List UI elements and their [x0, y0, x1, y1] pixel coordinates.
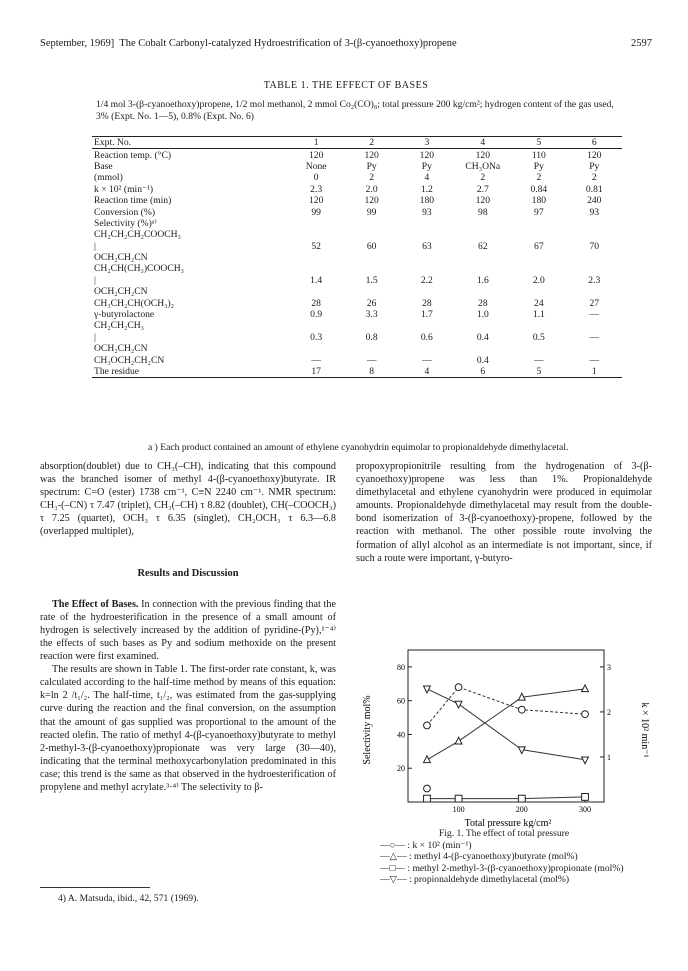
- table-cell: 0.5: [532, 331, 545, 343]
- figure-title: Fig. 1. The effect of total pressure: [438, 828, 570, 839]
- x-axis-label: Total pressure kg/cm²: [464, 818, 552, 828]
- table-row: [92, 149, 622, 161]
- table-cell: 120: [567, 149, 622, 161]
- table-cell: 52: [311, 240, 321, 252]
- table-cell: 120: [399, 149, 454, 161]
- left-column: [40, 460, 336, 794]
- left-paragraph-2-text: In connection with the previous finding that the rate of the hydroesterification in the presence of a small amount of hydrogen is selectively increased by the addition of pyridine-(Py),¹⁻⁴⁾ the effects of such bases as Py and sodium methoxide on the present reaction were first examined.: [40, 598, 336, 663]
- table-cell: 3.3: [365, 309, 378, 321]
- table-cell: 27: [589, 297, 600, 309]
- table-row: [92, 161, 622, 172]
- legend-text: : k × 10² (min⁻¹): [407, 839, 472, 851]
- table-cell: 28: [422, 297, 432, 309]
- table-cell: 120: [364, 195, 379, 207]
- table-cell: [511, 229, 566, 240]
- table-cell: 2: [369, 172, 375, 184]
- table-row: [92, 366, 622, 378]
- table-cell: [344, 229, 399, 240]
- legend-text: : methyl 2-methyl-3-(β-cyanoethoxy)propionate (mol%): [407, 862, 624, 874]
- table-row-label: k × 10² (min⁻¹): [94, 183, 154, 195]
- table-cell: —: [534, 354, 544, 366]
- table-row: [92, 343, 622, 354]
- table-row: [92, 332, 622, 343]
- table-cell: 1.5: [365, 274, 378, 286]
- left-paragraph-1: absorption(doublet) due to CH₃(–CH), indicating that this compound was the branched isomer of methyl 4-(β-cyanoethoxy)butyrate. IR spectrum: C=O (ester) 1738 cm⁻¹, C≡N 2240 cm⁻¹. NMR spectrum: CH₃-(–CN) τ 7.47 (triplet), CH₃(–CH) τ 8.82 (doublet), CH(–COOCH₃) τ 7.25 (quartet), OCH₃ τ 6.35 (singlet), CH₂OCH₃ τ 6.3—6.8 (overlapped multiplet),: [40, 461, 336, 538]
- table-row: [92, 309, 622, 320]
- table-row: [92, 184, 622, 195]
- table-row: [92, 286, 622, 297]
- table-cell: 2: [480, 172, 486, 184]
- table-cell: —: [589, 354, 600, 366]
- figure-legend: [356, 840, 652, 886]
- table-cell: [399, 320, 454, 331]
- table-cell: 5: [536, 137, 542, 149]
- table-cell: [399, 286, 454, 297]
- header-title: The Cobalt Carbonyl-catalyzed Hydroestrification of 3-(β-cyanoethoxy)propene: [119, 38, 457, 49]
- data-point-circle: [424, 785, 431, 792]
- table-cell: [511, 286, 566, 297]
- table-cell: [454, 252, 511, 263]
- table-cell: [344, 263, 399, 274]
- table-cell: [288, 343, 344, 354]
- table-cell: [288, 229, 344, 240]
- table-cell: 6: [480, 366, 486, 377]
- table-row-label: OCH₂CH₂CN: [94, 286, 148, 298]
- table-cell: [344, 343, 399, 354]
- plot-frame: [408, 650, 604, 802]
- table-cell: Py: [421, 160, 432, 172]
- table-cell: 0: [313, 172, 319, 184]
- table-cell: 2.0: [365, 183, 378, 195]
- running-header: [40, 38, 652, 49]
- table-cell: [567, 286, 622, 297]
- table-cell: CH₃ONa: [465, 160, 501, 172]
- table-cell: —: [311, 354, 321, 366]
- section-heading: Results and Discussion: [137, 567, 239, 579]
- table-footnote: a ) Each product contained an amount of ethylene cyanohydrin equimolar to propionaldehyde dimethylacetal.: [148, 442, 569, 453]
- table-cell: [454, 263, 511, 274]
- table-cell: 1.7: [420, 309, 433, 321]
- table-cell: 1.2: [420, 183, 433, 195]
- table-row: [92, 137, 622, 149]
- table-caption: TABLE 1. THE EFFECT OF BASES: [263, 80, 429, 91]
- table-cell: [288, 320, 344, 331]
- table-cell: 1: [313, 137, 319, 149]
- page-number: 2597: [631, 38, 652, 49]
- table-cell: [344, 218, 399, 229]
- data-point-circle: [582, 711, 589, 718]
- table-cell: —: [589, 331, 600, 343]
- table-cell: 26: [366, 297, 377, 309]
- table-cell: 93: [589, 206, 600, 218]
- table-cell: 2: [536, 172, 542, 184]
- table-row: [92, 206, 622, 217]
- table-row: [92, 320, 622, 331]
- table-cell: 2.3: [588, 274, 601, 286]
- series-line: [427, 797, 585, 799]
- reference-rule: [40, 887, 150, 888]
- table-cell: 28: [311, 297, 321, 309]
- table-cell: Py: [589, 160, 600, 172]
- table-cell: None: [305, 160, 327, 172]
- table-cell: [567, 343, 622, 354]
- table-cell: [511, 263, 566, 274]
- table-cell: 0.4: [476, 354, 489, 366]
- table-cell: 120: [288, 149, 344, 161]
- legend-marker-icon: —○—: [380, 839, 408, 851]
- table-cell: [454, 286, 511, 297]
- data-point-square: [424, 795, 431, 802]
- table-cell: 0.6: [420, 331, 433, 343]
- subsection-heading: The Effect of Bases.: [52, 598, 139, 610]
- y2-axis-label: k × 10² min⁻¹: [639, 702, 650, 758]
- table-row-label: γ-butyrolactone: [94, 309, 155, 321]
- table-cell: 99: [311, 206, 321, 218]
- table-row: [92, 172, 622, 183]
- table-cell: 98: [478, 206, 488, 218]
- table-cell: 93: [422, 206, 432, 218]
- x-tick-label: 100: [452, 805, 465, 814]
- x-tick-label: 300: [579, 805, 592, 814]
- table-row-label: Reaction temp. (°C): [92, 149, 288, 161]
- table-cell: 2.2: [420, 274, 433, 286]
- right-column: [356, 460, 652, 565]
- table-cell: —: [366, 354, 377, 366]
- table-cell: 99: [366, 206, 377, 218]
- series-line: [427, 689, 585, 760]
- table-row-label: OCH₂CH₂CN: [94, 343, 148, 355]
- data-point-square: [582, 794, 589, 801]
- table-note: 1/4 mol 3-(β-cyanoethoxy)propene, 1/2 mol methanol, 2 mmol Co₂(CO)₈; total pressure 200 kg/cm²; hydrogen content of the gas used, 3% (Expt. No. 1—5), 0.8% (Expt. No. 6): [96, 99, 614, 122]
- table-cell: 0.3: [310, 331, 323, 343]
- table-cell: 180: [419, 195, 435, 207]
- table-cell: 3: [424, 137, 430, 149]
- table-cell: [399, 343, 454, 354]
- y2-tick-label: 3: [607, 662, 611, 672]
- table-cell: 6: [591, 137, 597, 149]
- legend-text: : methyl 4-(β-cyanoethoxy)butyrate (mol%): [408, 851, 578, 863]
- table-cell: [288, 286, 344, 297]
- left-paragraph-3: The results are shown in Table 1. The first-order rate constant, k, was calculated according to the half-time method by means of this equation: k=ln 2 /t₁/₂. The half-time, t₁/₂, was estimated from the gas-supplying curve during the reaction and the final conversion, on the assumption that the amount of gas supplied was proportional to the amount of the reacted olefin. The ratio of methyl 4-(β-cyanoethoxy)butyrate to methyl 2-methyl-3-(β-cyanoethoxy)propionate was very large (30—40), indicating that the terminal methoxycarbonylation predominated in this case; this trend is the same as that observed in the hydroesterification of propylene and methyl acrylate.³·⁴⁾ The selectivity to β-: [40, 664, 336, 793]
- table-cell: 180: [531, 195, 547, 207]
- table-row: [92, 218, 622, 229]
- legend-entry: [380, 840, 652, 852]
- table-cell: [567, 229, 622, 240]
- table-row-label: Selectivity (%)ᵃ⁾: [94, 217, 157, 229]
- table-cell: [567, 320, 622, 331]
- table-cell: 0.81: [585, 183, 603, 195]
- table-cell: [511, 320, 566, 331]
- table-cell: 8: [369, 366, 375, 377]
- data-point-square: [455, 795, 462, 802]
- table-row-label: |: [94, 331, 96, 343]
- table-cell: 63: [422, 240, 432, 252]
- table-cell: 0.84: [530, 183, 548, 195]
- table-cell: 1.4: [310, 274, 323, 286]
- data-point-triangle-down: [455, 701, 462, 708]
- table-cell: [454, 229, 511, 240]
- data-point-triangle-down: [582, 757, 589, 764]
- table-cell: 2.3: [310, 183, 323, 195]
- table-cell: [454, 218, 511, 229]
- y-tick-label: 20: [397, 764, 405, 774]
- series-line: [427, 689, 585, 760]
- table-cell: 120: [344, 149, 399, 161]
- table-cell: [511, 218, 566, 229]
- table-row-label: |: [94, 240, 96, 252]
- table-cell: [567, 263, 622, 274]
- table-cell: [511, 343, 566, 354]
- table-cell: [567, 252, 622, 263]
- table-row-label: (mmol): [94, 172, 123, 184]
- table-row: [92, 195, 622, 206]
- table-cell: [288, 252, 344, 263]
- table-row: [92, 263, 622, 274]
- table-row-label: Reaction time (min): [94, 195, 172, 207]
- table-cell: [567, 218, 622, 229]
- table-cell: 4: [480, 137, 486, 149]
- table-cell: 4: [424, 172, 430, 184]
- figure-caption: [356, 828, 652, 886]
- legend-marker-icon: —△—: [380, 851, 409, 863]
- table-cell: [344, 252, 399, 263]
- table-cell: 1.6: [476, 274, 489, 286]
- table-cell: 62: [478, 240, 488, 252]
- table-row-label: CH₂CH₂CH₃: [94, 320, 145, 332]
- data-point-triangle-up: [582, 685, 589, 692]
- table-cell: 24: [534, 297, 544, 309]
- table-row: [92, 229, 622, 240]
- y-axis-label: Selectivity mol%: [362, 695, 373, 765]
- table-row-label: CH₃CH₂CH(OCH₃)₂: [94, 297, 175, 309]
- table-cell: 2.7: [476, 183, 489, 195]
- table-cell: 2.0: [532, 274, 545, 286]
- legend-entry: [380, 863, 652, 875]
- header-date: September, 1969]: [40, 38, 115, 49]
- table-cell: 0.4: [476, 331, 489, 343]
- table-cell: 0.9: [310, 309, 323, 321]
- y-tick-label: 60: [397, 696, 405, 706]
- table-cell: 4: [424, 366, 430, 377]
- legend-entry: [380, 874, 652, 886]
- table-row-label: CH₂CH(CH₃)COOCH₃: [94, 263, 184, 275]
- table-cell: 1: [591, 366, 597, 377]
- legend-marker-icon: —□—: [380, 862, 408, 874]
- table-row-label: |: [94, 274, 96, 286]
- table-cell: 60: [366, 240, 377, 252]
- table-cell: [344, 286, 399, 297]
- table-cell: 1.1: [532, 309, 545, 321]
- table-cell: 0.8: [365, 331, 378, 343]
- table-row-label: Expt. No.: [94, 137, 132, 149]
- table-cell: [399, 263, 454, 274]
- table-cell: 17: [311, 366, 321, 377]
- data-point-circle: [424, 722, 431, 729]
- y2-tick-label: 1: [607, 752, 611, 762]
- table-cell: [454, 343, 511, 354]
- right-paragraph-1: propoxypropionitrile resulting from the hydrogenation of 3-(β-cyanoethoxy)propene was less than 1%. Propionaldehyde dimethylacetal and ethylene cyanohydrin were produced in equimolar amounts. Propionaldehyde dimethylacetal may result from the double-bond isomerization of 3-(β-cyanoethoxy)-propene, followed by the reaction with methanol. The other possible route involving the formation of allyl alcohol as an intermediate is not important, since, if such a route were important, γ-butyro-: [356, 461, 652, 564]
- table-cell: 120: [454, 149, 511, 161]
- data-point-circle: [455, 684, 462, 691]
- table-cell: 110: [511, 149, 566, 161]
- series-line: [427, 687, 585, 725]
- figure-1-chart: [356, 642, 652, 828]
- table-cell: [288, 218, 344, 229]
- table-cell: 5: [536, 366, 542, 377]
- table-cell: 120: [475, 195, 490, 207]
- table-cell: [454, 320, 511, 331]
- reference-4: 4) A. Matsuda, ibid., 42, 571 (1969).: [58, 893, 199, 904]
- table-cell: [511, 252, 566, 263]
- table-cell: 240: [587, 195, 602, 207]
- table-cell: 2: [369, 137, 375, 149]
- table-cell: 28: [478, 297, 488, 309]
- table-cell: —: [589, 309, 600, 321]
- legend-marker-icon: —▽—: [380, 874, 409, 886]
- table-cell: 70: [589, 240, 600, 252]
- table-cell: Py: [366, 160, 377, 172]
- table-cell: —: [422, 354, 432, 366]
- table-row-label: OCH₂CH₂CN: [94, 252, 148, 264]
- table-cell: 2: [591, 172, 597, 184]
- table-row-label: The residue: [94, 366, 140, 377]
- table-effect-of-bases: [92, 136, 622, 378]
- legend-entry: [380, 851, 652, 863]
- x-tick-label: 200: [515, 805, 528, 814]
- table-row-label: CH₂CH₂CH₂COOCH₃: [94, 229, 181, 241]
- table-row: [92, 354, 622, 365]
- data-point-triangle-up: [455, 737, 462, 744]
- table-cell: [288, 263, 344, 274]
- table-row: [92, 297, 622, 308]
- data-point-square: [518, 795, 525, 802]
- left-paragraph-2: [40, 598, 336, 663]
- table-cell: [399, 252, 454, 263]
- data-point-triangle-up: [424, 756, 431, 763]
- data-point-circle: [518, 706, 525, 713]
- table-cell: [399, 218, 454, 229]
- table-row-label: Base: [94, 160, 113, 172]
- table-cell: 120: [308, 195, 324, 207]
- y-tick-label: 40: [397, 730, 405, 740]
- table-row-label: CH₃OCH₂CH₂CN: [94, 354, 165, 366]
- table-cell: [399, 229, 454, 240]
- table-row-label: Conversion (%): [94, 206, 156, 218]
- table-cell: 67: [534, 240, 544, 252]
- table-cell: 97: [534, 206, 544, 218]
- table-cell: 1.0: [476, 309, 489, 321]
- legend-text: : propionaldehyde dimethylacetal (mol%): [408, 874, 570, 886]
- table-cell: [344, 320, 399, 331]
- table-row: [92, 275, 622, 286]
- y2-tick-label: 2: [607, 707, 611, 717]
- y-tick-label: 80: [397, 662, 405, 672]
- table-row: [92, 252, 622, 263]
- table-cell: Py: [533, 160, 544, 172]
- table-row: [92, 241, 622, 252]
